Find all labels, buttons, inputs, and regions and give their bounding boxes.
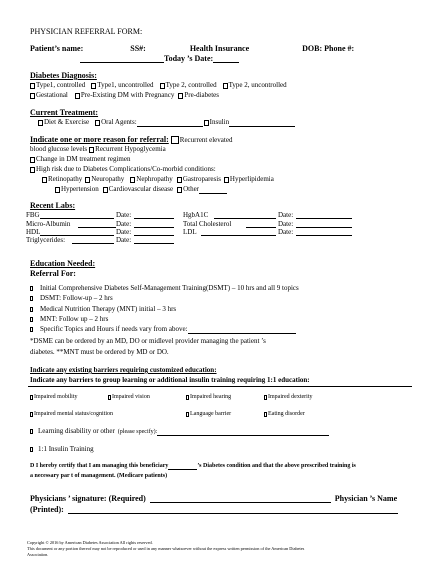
barrier-label: Impaired vision — [112, 394, 150, 400]
lab-value-field[interactable] — [246, 220, 276, 228]
checkbox-retinopathy[interactable] — [42, 177, 47, 183]
certify-text-a: D I hereby certify that I am managing this beneficiary — [30, 463, 169, 469]
education-item — [30, 305, 176, 314]
learning-specify-field[interactable] — [157, 428, 329, 436]
physician-name-label: Physician ’s Name — [334, 494, 398, 503]
barrier-option — [186, 393, 231, 401]
option-label: Gestational — [36, 91, 68, 99]
patient-name-field[interactable] — [80, 55, 164, 63]
recent-labs-heading: Recent Labs: — [30, 201, 76, 210]
education-checkbox[interactable] — [30, 327, 33, 332]
checkbox-change-dm[interactable] — [30, 157, 35, 163]
barriers-heading-1: Indicate any existing barriers requiring customized education: — [30, 366, 217, 374]
lab-label: Date: — [278, 228, 294, 236]
option-label: Nephropathy — [136, 175, 173, 183]
checkbox-type2-controlled[interactable] — [160, 83, 165, 89]
option-label: Gastroparesis — [182, 175, 221, 183]
dsme-note-2: diabetes. **MNT must be ordered by MD or DO. — [30, 348, 169, 356]
education-item — [30, 284, 299, 293]
option-label: Pre-diabetes — [184, 91, 220, 99]
checkbox-type1-uncontrolled[interactable] — [91, 83, 96, 89]
lab-value-field[interactable] — [40, 211, 114, 219]
barrier-option — [30, 410, 113, 418]
referral-reasons-row3 — [30, 155, 130, 164]
checkbox-gestational[interactable] — [30, 93, 35, 99]
checkbox-other[interactable] — [177, 187, 182, 193]
checkbox-prediabetes[interactable] — [178, 93, 183, 99]
barrier-checkbox[interactable] — [186, 412, 189, 417]
lab-label: HgbA1C — [183, 211, 209, 219]
option-label: Hyperlipidemia — [229, 175, 274, 183]
barrier-checkbox[interactable] — [30, 412, 33, 417]
checkbox-gastroparesis[interactable] — [177, 177, 182, 183]
option-label: Neuropathy — [91, 175, 125, 183]
health-insurance-label: Health Insurance — [189, 44, 250, 53]
lab-value-field[interactable] — [296, 211, 352, 219]
high-risk-label: High risk due to Diabetes Complications/Co-morbid conditions: — [36, 165, 216, 173]
barrier-option — [264, 410, 305, 418]
lab-value-field[interactable] — [214, 211, 276, 219]
printed-label: (Printed): — [30, 505, 64, 514]
lab-label: Date: — [116, 236, 132, 244]
lab-label: Triglycerides: — [26, 236, 66, 244]
option-label: Retinopathy — [48, 175, 83, 183]
certify-line-1 — [30, 462, 356, 470]
education-item-label: Initial Comprehensive Diabetes Self-Management Training(DSMT) – 10 hrs and all 9 topics — [40, 284, 299, 292]
education-item — [30, 325, 296, 334]
diabetes-options-row1 — [30, 81, 287, 90]
specific-topics-field[interactable] — [188, 326, 296, 334]
checkbox-type2-uncontrolled[interactable] — [223, 83, 228, 89]
ss-label: SS#: — [130, 44, 146, 53]
referral-reasons-row1 — [30, 135, 232, 145]
referral-reasons-row2 — [30, 145, 166, 154]
checkbox-diet-exercise[interactable] — [38, 120, 43, 126]
lab-value-field[interactable] — [134, 228, 174, 236]
checkbox-recurrent-hypoglycemia[interactable] — [89, 147, 94, 153]
form-title: PHYSICIAN REFERRAL FORM: — [30, 27, 143, 36]
copyright-line: Copyright © 2016 by American Diabetes Association All rights reserved. — [27, 540, 153, 545]
lab-value-field[interactable] — [296, 220, 352, 228]
lab-label: Date: — [116, 211, 132, 219]
barrier-label: Impaired dexterity — [268, 394, 313, 400]
education-item-label: DSMT: Follow-up – 2 hrs — [40, 294, 113, 302]
signature-label: Physicians ’ signature: (Required) — [30, 494, 146, 503]
lab-label: Date: — [116, 228, 132, 236]
learning-row — [30, 427, 329, 436]
barriers-heading-2: Indicate any barriers to group learning or additional insulin training requiring 1:1 education: — [30, 376, 310, 384]
dsme-note-1: *DSME can be ordered by an MD, DO or midlevel provider managing the patient ’s — [30, 337, 266, 345]
beneficiary-field[interactable] — [168, 462, 197, 470]
barrier-checkbox[interactable] — [264, 412, 267, 417]
barrier-label: Language barrier — [190, 411, 232, 417]
signature-row — [30, 494, 397, 504]
education-checkbox[interactable] — [30, 296, 33, 301]
current-treatment-heading: Current Treatment: — [30, 108, 99, 117]
checkbox-neuropathy[interactable] — [85, 177, 90, 183]
checkbox-hypertension[interactable] — [55, 187, 60, 193]
lab-value-field[interactable] — [134, 211, 174, 219]
barrier-checkbox[interactable] — [30, 395, 33, 400]
barrier-option — [108, 393, 150, 401]
checkbox-hyperlipidemia[interactable] — [224, 177, 229, 183]
signature-field[interactable] — [150, 495, 331, 503]
referral-reasons-heading: Indicate one or more reason for referral: — [30, 135, 169, 144]
lab-value-field[interactable] — [78, 220, 116, 228]
barrier-label: Eating disorder — [268, 411, 305, 417]
education-heading: Education Needed: — [30, 259, 96, 268]
option-label: Other — [183, 185, 200, 193]
checkbox-type1-controlled[interactable] — [30, 83, 35, 89]
insulin-field[interactable] — [229, 119, 295, 127]
barrier-option — [186, 410, 231, 418]
learning-label: Learning disability or other — [38, 427, 115, 435]
education-item — [30, 294, 113, 303]
barrier-option — [264, 393, 312, 401]
education-item-label: Medical Nutrition Therapy (MNT) initial – 3 hrs — [40, 305, 177, 313]
checkbox-high-risk[interactable] — [30, 167, 35, 173]
barrier-label: Impaired mental status/cognition — [34, 411, 113, 417]
please-specify-label: (please specify): — [117, 428, 158, 435]
education-item-label: MNT: Follow up – 2 hrs — [40, 315, 109, 323]
lab-value-field[interactable] — [72, 236, 114, 244]
diabetes-diagnosis-heading: Diabetes Diagnosis: — [30, 71, 97, 80]
option-label: Type1, controlled — [36, 81, 86, 89]
insulin-training-label: 1:1 Insulin Training — [38, 445, 94, 453]
option-label: Hypertension — [61, 185, 99, 193]
recurrent-hypo-label: Recurrent Hypoglycemia — [95, 145, 166, 153]
education-item — [30, 315, 108, 324]
option-label: Type 2, uncontrolled — [228, 81, 287, 89]
lab-label: Date: — [278, 220, 294, 228]
checkbox-preexisting-dm[interactable] — [75, 93, 80, 99]
lab-value-field[interactable] — [134, 236, 174, 244]
option-label: Type1, uncontrolled — [97, 81, 154, 89]
option-label: Cardiovascular disease — [108, 185, 174, 193]
lab-value-field[interactable] — [201, 228, 276, 236]
treatment-row — [38, 118, 295, 127]
education-checkbox[interactable] — [30, 286, 33, 291]
lab-value-field[interactable] — [296, 228, 352, 236]
barrier-checkbox[interactable] — [264, 395, 267, 400]
checkbox-oral-agents[interactable] — [95, 120, 100, 126]
insulin-training-row — [30, 445, 94, 454]
lab-label: Total Cholesterol — [183, 220, 232, 228]
barrier-checkbox[interactable] — [186, 395, 189, 400]
option-label: Pre-Existing DM with Pregnancy — [80, 91, 175, 99]
blood-glucose-label: blood glucose levels — [30, 145, 88, 153]
lab-label: Date: — [278, 211, 294, 219]
education-checkbox[interactable] — [30, 307, 33, 312]
change-dm-label: Change in DM treatment regimen — [36, 155, 131, 163]
lab-label: Date: — [116, 220, 132, 228]
todays-date-label: Today ’s Date: — [164, 54, 214, 63]
referral-for-label: Referral For: — [30, 269, 76, 278]
lab-label: FBG — [26, 211, 40, 219]
complications-row1 — [42, 175, 274, 184]
barriers-divider — [28, 386, 412, 387]
option-label: Diet & Exercise — [44, 118, 90, 126]
lab-label: LDL — [183, 228, 197, 236]
printed-row — [30, 505, 398, 515]
checkbox-insulin[interactable] — [204, 120, 209, 126]
lab-value-field[interactable] — [134, 220, 174, 228]
lab-value-field[interactable] — [40, 228, 114, 236]
header-row — [30, 44, 354, 54]
barrier-option — [30, 393, 78, 401]
printed-name-field[interactable] — [68, 506, 398, 514]
recurrent-elevated-label: Recurrent elevated — [179, 135, 233, 144]
other-condition-field[interactable] — [199, 186, 227, 194]
checkbox-learning-disability[interactable] — [30, 429, 33, 434]
footer-line-3: Association. — [27, 552, 49, 557]
certify-line-2: a necessary par t of management. (Medicare patients) — [30, 473, 168, 479]
education-checkbox[interactable] — [30, 317, 33, 322]
barrier-label: Impaired hearing — [190, 394, 232, 400]
dob-phone-label: DOB: Phone #: — [302, 44, 355, 53]
footer-line-2: This document or any portion thereof may not be reproduced or used in any manner whatsoever without the express written permission of the American Diabetes — [27, 546, 305, 551]
certify-text-b: ’s Diabetes condition and that the above prescribed training is — [197, 463, 356, 469]
option-label: Insulin — [209, 118, 230, 126]
checkbox-cardiovascular[interactable] — [103, 187, 108, 193]
complications-row2 — [55, 185, 227, 194]
todays-date-row — [80, 54, 239, 64]
checkbox-insulin-training[interactable] — [30, 447, 33, 452]
option-label: Oral Agents: — [101, 118, 137, 126]
barrier-checkbox[interactable] — [108, 395, 111, 400]
barrier-label: Impaired mobility — [34, 394, 78, 400]
referral-reasons-row4 — [30, 165, 216, 174]
patient-name-label: Patient’s name: — [30, 44, 84, 53]
option-label: Type 2, controlled — [165, 81, 217, 89]
lab-label: Micro-Albumin — [26, 220, 71, 228]
checkbox-recurrent-elevated[interactable] — [171, 136, 179, 144]
checkbox-nephropathy[interactable] — [130, 177, 135, 183]
oral-agents-field[interactable] — [137, 119, 203, 127]
diabetes-options-row2 — [30, 91, 219, 100]
education-item-label: Specific Topics and Hours if needs vary from above: — [40, 325, 188, 333]
lab-label: HDL — [26, 228, 41, 236]
todays-date-field[interactable] — [213, 55, 239, 63]
